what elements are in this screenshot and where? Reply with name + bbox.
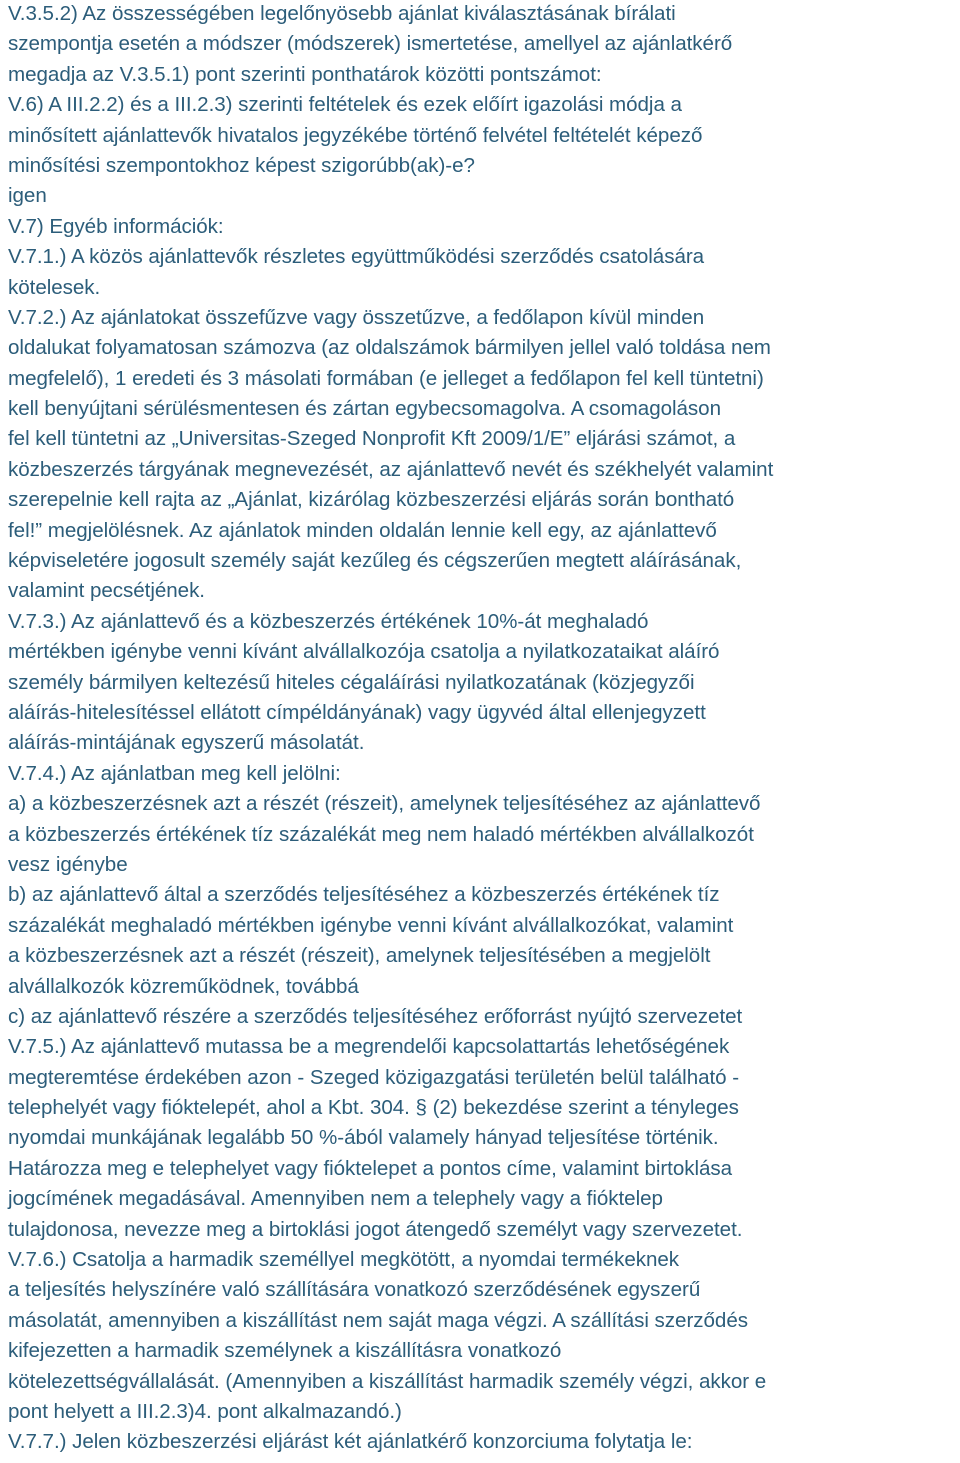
section-heading: V.7) Egyéb információk: <box>8 214 224 238</box>
section-v352 <box>8 0 960 90</box>
text-line: fel kell tüntetni az „Universitas-Szeged Nonprofit Kft 2009/1/E” eljárási számot, a <box>8 427 736 451</box>
text-line: a teljesítés helyszínére való szállítására vonatkozó szerződésének egyszerű <box>8 1278 701 1302</box>
text-line: valamint pecsétjének. <box>8 579 205 603</box>
text-line: tulajdonosa, nevezze meg a birtoklási jogot átengedő személyt vagy szervezetet. <box>8 1217 743 1241</box>
text-line: másolatát, amennyiben a kiszállítást nem saját maga végzi. A szállítási szerződés <box>8 1308 748 1332</box>
text-line: V.7.7.) Jelen közbeszerzési eljárást két ajánlatkérő konzorciuma folytatja le: <box>8 1430 693 1454</box>
section-v7-heading <box>8 212 960 242</box>
text-line: a közbeszerzésnek azt a részét (részeit), amelynek teljesítésében a megjelölt <box>8 944 711 968</box>
text-line: aláírás-mintájának egyszerű másolatát. <box>8 731 365 755</box>
text-line: közbeszerzés tárgyának megnevezését, az ajánlattevő nevét és székhelyét valamint <box>8 457 774 481</box>
text-line: minősítési szempontokhoz képest szigorúbb(ak)-e? <box>8 153 475 177</box>
text-line: szempontja esetén a módszer (módszerek) ismertetése, amellyel az ajánlatkérő <box>8 32 733 56</box>
section-v74 <box>8 759 960 1033</box>
text-line: alvállalkozók közreműködnek, továbbá <box>8 974 359 998</box>
section-v71 <box>8 242 960 303</box>
text-line: V.7.1.) A közös ajánlattevők részletes együttműködési szerződés csatolására <box>8 245 705 269</box>
text-line: szerepelnie kell rajta az „Ajánlat, kizárólag közbeszerzési eljárás során bontható <box>8 488 735 512</box>
section-v77 <box>8 1427 960 1457</box>
text-line: V.7.3.) Az ajánlattevő és a közbeszerzés értékének 10%-át meghaladó <box>8 609 649 633</box>
text-line: minősített ajánlattevők hivatalos jegyzékébe történő felvétel feltételét képező <box>8 123 703 147</box>
text-line: V.7.5.) Az ajánlattevő mutassa be a megrendelői kapcsolattartás lehetőségének <box>8 1035 730 1059</box>
section-v6 <box>8 90 960 212</box>
text-line: kell benyújtani sérülésmentesen és zártan egybecsomagolva. A csomagoláson <box>8 397 721 421</box>
text-line: megadja az V.3.5.1) pont szerinti ponthatárok közötti pontszámot: <box>8 62 602 86</box>
text-line: százalékát meghaladó mértékben igénybe venni kívánt alvállalkozókat, valamint <box>8 913 734 937</box>
text-line: kifejezetten a harmadik személynek a kiszállításra vonatkozó <box>8 1339 562 1363</box>
text-line: V.3.5.2) Az összességében legelőnyösebb ajánlat kiválasztásának bírálati <box>8 2 676 25</box>
text-line: aláírás-hitelesítéssel ellátott címpéldányának) vagy ügyvéd által ellenjegyzett <box>8 700 706 724</box>
text-line: kötelezettségvállalását. (Amennyiben a kiszállítást harmadik személy végzi, akkor e <box>8 1369 767 1393</box>
text-line: vesz igénybe <box>8 852 128 876</box>
text-line: pont helyett a III.2.3)4. pont alkalmazandó.) <box>8 1399 402 1423</box>
text-line: képviseletére jogosult személy saját kezűleg és cégszerűen megtett aláírásának, <box>8 549 742 573</box>
text-line: nyomdai munkájának legalább 50 %-ából valamely hányad teljesítése történik. <box>8 1126 719 1150</box>
section-v72 <box>8 303 960 607</box>
text-line: oldalukat folyamatosan számozva (az oldalszámok bármilyen jellel való toldása nem <box>8 336 771 360</box>
text-line: személy bármilyen keltezésű hiteles cégaláírási nyilatkozatának (közjegyzői <box>8 670 695 694</box>
text-line: megfelelő), 1 eredeti és 3 másolati formában (e jelleget a fedőlapon fel kell tüntetni) <box>8 366 764 390</box>
text-line: megteremtése érdekében azon - Szeged közigazgatási területén belül található - <box>8 1065 740 1089</box>
section-v73 <box>8 607 960 759</box>
list-item-c: c) az ajánlattevő részére a szerződés teljesítéséhez erőforrást nyújtó szervezetet <box>8 1004 743 1028</box>
text-line: V.7.6.) Csatolja a harmadik személlyel megkötött, a nyomdai termékeknek <box>8 1248 680 1272</box>
text-line: V.6) A III.2.2) és a III.2.3) szerinti feltételek és ezek előírt igazolási módja a <box>8 93 682 117</box>
text-line: V.7.4.) Az ajánlatban meg kell jelölni: <box>8 761 341 785</box>
text-line: Határozza meg e telephelyet vagy fióktelepet a pontos címe, valamint birtoklása <box>8 1156 733 1180</box>
text-line: telephelyét vagy fióktelepét, ahol a Kbt. 304. § (2) bekezdése szerint a tényleges <box>8 1096 739 1120</box>
section-v76 <box>8 1245 960 1427</box>
text-line: mértékben igénybe venni kívánt alvállalkozója csatolja a nyilatkozataikat aláíró <box>8 640 720 664</box>
text-line: fel!” megjelölésnek. Az ajánlatok minden oldalán lennie kell egy, az ajánlattevő <box>8 518 717 542</box>
text-line: V.7.2.) Az ajánlatokat összefűzve vagy összetűzve, a fedőlapon kívül minden <box>8 305 705 329</box>
list-item-a: a) a közbeszerzésnek azt a részét (részeit), amelynek teljesítéséhez az ajánlattevő <box>8 792 761 816</box>
section-v75 <box>8 1032 960 1245</box>
answer-text: igen <box>8 184 47 208</box>
text-line: kötelesek. <box>8 275 101 299</box>
text-line: jogcímének megadásával. Amennyiben nem a telephely vagy a fióktelep <box>8 1187 663 1211</box>
text-line: a közbeszerzés értékének tíz százalékát meg nem haladó mértékben alvállalkozót <box>8 822 754 846</box>
list-item-b: b) az ajánlattevő által a szerződés teljesítéséhez a közbeszerzés értékének tíz <box>8 883 720 907</box>
